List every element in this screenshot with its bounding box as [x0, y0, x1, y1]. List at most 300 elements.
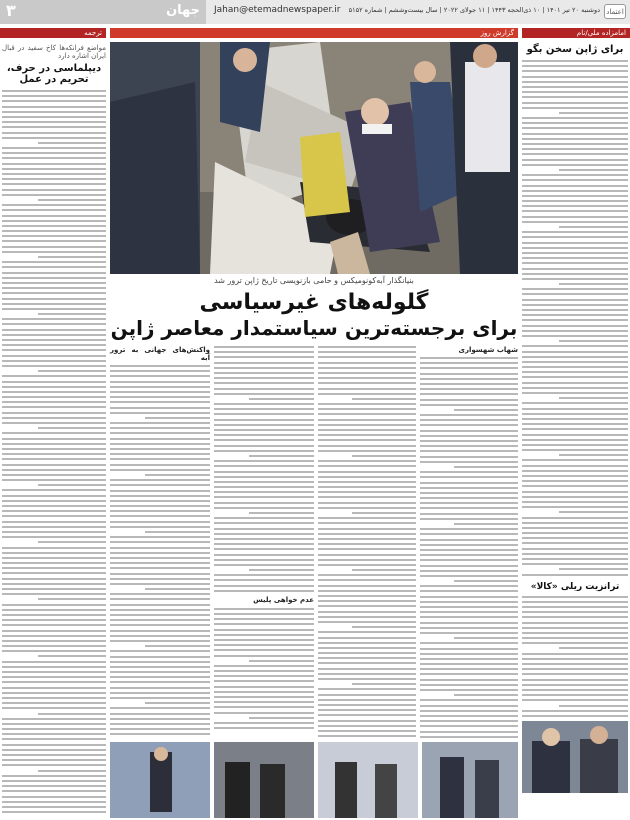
text-line — [2, 318, 106, 320]
text-line — [318, 476, 416, 478]
page-number: ۳ — [6, 1, 16, 20]
text-line — [318, 621, 416, 623]
text-line — [318, 517, 416, 519]
text-line — [420, 668, 518, 670]
text-line — [522, 356, 628, 358]
text-line — [249, 455, 314, 457]
text-line — [420, 575, 518, 577]
text-line — [522, 408, 628, 410]
text-line — [214, 554, 314, 556]
text-line — [214, 528, 314, 530]
text-line — [38, 484, 106, 486]
text-line — [522, 616, 628, 618]
text-line — [2, 422, 106, 424]
text-line — [214, 476, 314, 478]
text-line — [522, 439, 628, 441]
text-line — [214, 574, 314, 576]
text-line — [110, 469, 210, 471]
text-line — [318, 486, 416, 488]
text-line — [420, 565, 518, 567]
text-line — [214, 634, 314, 636]
text-line — [214, 502, 314, 504]
text-line — [522, 699, 628, 701]
text-line — [214, 706, 314, 708]
text-line — [522, 325, 628, 327]
text-line — [522, 715, 628, 717]
text-line — [2, 759, 106, 761]
text-line — [214, 548, 314, 550]
text-line — [420, 684, 518, 686]
text-line — [214, 382, 314, 384]
text-line — [110, 401, 210, 403]
text-line — [2, 438, 106, 440]
text-line — [318, 657, 416, 659]
text-line — [110, 505, 210, 507]
text-line — [2, 593, 106, 595]
text-line — [214, 434, 314, 436]
text-line — [110, 412, 210, 414]
text-line — [110, 375, 210, 377]
text-line — [110, 453, 210, 455]
text-line — [318, 367, 416, 369]
text-line — [522, 117, 628, 119]
text-line — [522, 689, 628, 691]
text-line — [318, 450, 416, 452]
text-line — [2, 111, 106, 113]
text-line — [2, 588, 106, 590]
text-line — [38, 541, 106, 543]
text-line — [110, 707, 210, 709]
text-line — [522, 257, 628, 259]
text-line — [454, 523, 518, 525]
text-line — [318, 668, 416, 670]
text-line — [420, 736, 518, 738]
main-story-col1 — [420, 346, 518, 741]
text-line — [522, 133, 628, 135]
text-line — [110, 624, 210, 626]
text-line — [2, 329, 106, 331]
text-line — [249, 717, 314, 719]
text-line — [2, 375, 106, 377]
text-line — [559, 705, 628, 707]
text-line — [110, 692, 210, 694]
text-line — [318, 642, 416, 644]
text-line — [2, 728, 106, 730]
text-line — [2, 406, 106, 408]
text-line — [318, 533, 416, 535]
text-line — [214, 362, 314, 364]
text-line — [110, 552, 210, 554]
text-line — [110, 443, 210, 445]
text-line — [454, 466, 518, 468]
text-line — [522, 122, 628, 124]
text-line — [420, 362, 518, 364]
text-line — [2, 650, 106, 652]
text-line — [522, 402, 628, 404]
text-line — [420, 673, 518, 675]
text-line — [522, 127, 628, 129]
text-line — [420, 648, 518, 650]
text-line — [522, 574, 628, 576]
text-line — [145, 588, 210, 590]
text-line — [2, 796, 106, 798]
text-line — [2, 630, 106, 632]
text-line — [2, 183, 106, 185]
text-line — [318, 704, 416, 706]
text-line — [2, 702, 106, 704]
text-line — [110, 458, 210, 460]
text-line — [522, 216, 628, 218]
text-line — [2, 531, 106, 533]
text-line — [2, 624, 106, 626]
text-line — [420, 445, 518, 447]
text-line — [2, 495, 106, 497]
text-line — [420, 414, 518, 416]
text-line — [522, 273, 628, 275]
text-line — [420, 559, 518, 561]
text-line — [522, 76, 628, 78]
text-line — [318, 600, 416, 602]
text-line — [2, 90, 106, 92]
text-line — [420, 456, 518, 458]
text-line — [2, 775, 106, 777]
text-line — [318, 502, 416, 504]
text-line — [110, 407, 210, 409]
text-line — [214, 491, 314, 493]
text-line — [522, 159, 628, 161]
text-line — [522, 694, 628, 696]
text-line — [420, 533, 518, 535]
text-line — [110, 733, 210, 735]
text-line — [420, 419, 518, 421]
text-line — [522, 444, 628, 446]
text-line — [420, 518, 518, 520]
text-line — [2, 126, 106, 128]
text-line — [420, 492, 518, 494]
text-line — [522, 335, 628, 337]
text-line — [110, 438, 210, 440]
text-line — [522, 684, 628, 686]
text-line — [522, 309, 628, 311]
text-line — [522, 622, 628, 624]
text-line — [38, 142, 106, 144]
text-line — [2, 339, 106, 341]
text-line — [559, 112, 628, 114]
text-line — [318, 699, 416, 701]
text-line — [2, 266, 106, 268]
text-line — [2, 464, 106, 466]
text-line — [2, 308, 106, 310]
text-line — [2, 801, 106, 803]
text-line — [145, 702, 210, 704]
text-line — [2, 754, 106, 756]
text-line — [522, 548, 628, 550]
text-line — [318, 362, 416, 364]
text-line — [318, 424, 416, 426]
text-line — [522, 366, 628, 368]
text-line — [38, 770, 106, 772]
page-header — [0, 0, 630, 24]
text-line — [214, 727, 314, 729]
text-line — [522, 351, 628, 353]
text-line — [214, 608, 314, 610]
text-line — [522, 236, 628, 238]
text-line — [214, 618, 314, 620]
right-column — [522, 42, 628, 820]
text-line — [522, 190, 628, 192]
text-line — [420, 539, 518, 541]
text-line — [214, 372, 314, 374]
text-line — [110, 479, 210, 481]
text-line — [214, 665, 314, 667]
text-line — [110, 427, 210, 429]
text-line — [110, 614, 210, 616]
text-line — [110, 547, 210, 549]
text-line — [145, 531, 210, 533]
main-story-col3 — [214, 346, 314, 732]
text-line — [420, 476, 518, 478]
text-line — [522, 428, 628, 430]
photo-caption: بنیانگذار آبه‌کونومیکس و حامی بازنویسی تاریخ ژاپن ترور شد — [214, 276, 414, 285]
text-line — [559, 568, 628, 570]
text-line — [2, 723, 106, 725]
text-line — [2, 547, 106, 549]
text-line — [522, 653, 628, 655]
right-column-band: امامزاده ملی/نام — [522, 28, 630, 38]
text-line — [2, 500, 106, 502]
text-line — [2, 365, 106, 367]
text-line — [522, 205, 628, 207]
text-line — [522, 496, 628, 498]
text-line — [522, 710, 628, 712]
text-line — [420, 497, 518, 499]
text-line — [522, 658, 628, 660]
text-line — [522, 434, 628, 436]
text-line — [2, 147, 106, 149]
text-line — [420, 399, 518, 401]
text-line — [2, 790, 106, 792]
text-line — [214, 585, 314, 587]
right-headline: برای ژاپن سخن بگو — [526, 44, 624, 55]
text-line — [522, 606, 628, 608]
text-line — [420, 616, 518, 618]
text-line — [214, 403, 314, 405]
text-line — [2, 173, 106, 175]
text-line — [522, 102, 628, 104]
text-line — [2, 204, 106, 206]
text-line — [2, 609, 106, 611]
text-line — [420, 596, 518, 598]
text-line — [522, 480, 628, 482]
text-line — [318, 481, 416, 483]
text-line — [214, 408, 314, 410]
text-line — [420, 632, 518, 634]
text-line — [214, 377, 314, 379]
text-line — [2, 235, 106, 237]
text-line — [420, 606, 518, 608]
text-line — [2, 121, 106, 123]
text-line — [522, 376, 628, 378]
text-line — [2, 681, 106, 683]
text-line — [110, 526, 210, 528]
text-line — [2, 282, 106, 284]
text-line — [110, 422, 210, 424]
text-line — [2, 806, 106, 808]
text-line — [318, 554, 416, 556]
text-line — [214, 680, 314, 682]
text-line — [110, 464, 210, 466]
text-line — [214, 445, 314, 447]
text-line — [522, 627, 628, 629]
text-line — [318, 720, 416, 722]
text-line — [38, 256, 106, 258]
text-line — [522, 86, 628, 88]
text-line — [214, 481, 314, 483]
text-line — [522, 319, 628, 321]
text-line — [522, 299, 628, 301]
text-line — [214, 686, 314, 688]
text-line — [522, 60, 628, 62]
text-line — [2, 697, 106, 699]
text-line — [2, 116, 106, 118]
text-line — [318, 429, 416, 431]
main-story-band: گزارش روز — [110, 28, 518, 38]
text-line — [318, 709, 416, 711]
text-line — [318, 590, 416, 592]
text-line — [2, 671, 106, 673]
text-line — [2, 168, 106, 170]
text-line — [420, 393, 518, 395]
text-line — [522, 278, 628, 280]
text-line — [522, 242, 628, 244]
text-line — [522, 174, 628, 176]
text-line — [110, 681, 210, 683]
text-line — [420, 679, 518, 681]
bottom-photo-strip — [110, 742, 518, 818]
text-line — [318, 673, 416, 675]
text-line — [420, 725, 518, 727]
text-line — [214, 613, 314, 615]
text-line — [2, 412, 106, 414]
text-line — [214, 590, 314, 592]
text-line — [2, 261, 106, 263]
text-line — [352, 683, 416, 685]
text-line — [2, 215, 106, 217]
text-line — [110, 661, 210, 663]
text-line — [420, 373, 518, 375]
text-line — [110, 370, 210, 372]
text-line — [214, 356, 314, 358]
main-story-col2 — [318, 346, 416, 740]
text-line — [318, 372, 416, 374]
text-line — [318, 543, 416, 545]
text-line — [352, 398, 416, 400]
text-line — [522, 179, 628, 181]
text-line — [214, 538, 314, 540]
text-line — [522, 491, 628, 493]
text-line — [214, 471, 314, 473]
text-line — [420, 642, 518, 644]
text-line — [420, 440, 518, 442]
text-line — [249, 398, 314, 400]
text-line — [110, 578, 210, 580]
text-line — [522, 596, 628, 598]
text-line — [2, 515, 106, 517]
text-line — [522, 465, 628, 467]
text-line — [110, 671, 210, 673]
text-line — [214, 644, 314, 646]
right-second-headline: ترانزیت ریلی «کالا» — [530, 581, 620, 592]
text-line — [559, 647, 628, 649]
text-line — [454, 694, 518, 696]
text-line — [214, 696, 314, 698]
text-line — [38, 655, 106, 657]
text-line — [214, 675, 314, 677]
text-line — [522, 392, 628, 394]
text-line — [214, 722, 314, 724]
text-line — [2, 489, 106, 491]
section-title: جهان — [166, 3, 200, 18]
text-line — [522, 293, 628, 295]
left-kicker: مواضع فرانکه‌ها کاخ سفید در قبال ایران اشاره دارد — [2, 44, 106, 60]
text-line — [2, 785, 106, 787]
text-line — [2, 194, 106, 196]
text-line — [214, 712, 314, 714]
text-line — [522, 542, 628, 544]
text-line — [2, 707, 106, 709]
text-line — [318, 388, 416, 390]
text-line — [318, 725, 416, 727]
text-line — [318, 611, 416, 613]
text-line — [522, 517, 628, 519]
text-line — [420, 435, 518, 437]
text-line — [318, 678, 416, 680]
text-line — [2, 100, 106, 102]
text-line — [522, 532, 628, 534]
text-line — [214, 486, 314, 488]
text-line — [2, 360, 106, 362]
text-line — [522, 418, 628, 420]
text-line — [2, 334, 106, 336]
text-line — [2, 469, 106, 471]
main-story-col4 — [110, 346, 210, 739]
left-column-band: ترجمه — [0, 28, 106, 38]
text-line — [214, 465, 314, 467]
text-line — [318, 652, 416, 654]
text-line — [145, 417, 210, 419]
text-line — [2, 163, 106, 165]
text-line — [420, 710, 518, 712]
text-line — [522, 470, 628, 472]
text-line — [318, 377, 416, 379]
text-line — [2, 381, 106, 383]
text-line — [38, 427, 106, 429]
text-line — [522, 231, 628, 233]
text-line — [522, 449, 628, 451]
text-line — [522, 527, 628, 529]
text-line — [522, 262, 628, 264]
text-line — [420, 430, 518, 432]
text-line — [352, 626, 416, 628]
text-line — [214, 424, 314, 426]
text-line — [420, 378, 518, 380]
text-line — [420, 731, 518, 733]
text-line — [2, 251, 106, 253]
text-line — [420, 653, 518, 655]
text-line — [2, 567, 106, 569]
text-line — [522, 485, 628, 487]
text-line — [2, 344, 106, 346]
